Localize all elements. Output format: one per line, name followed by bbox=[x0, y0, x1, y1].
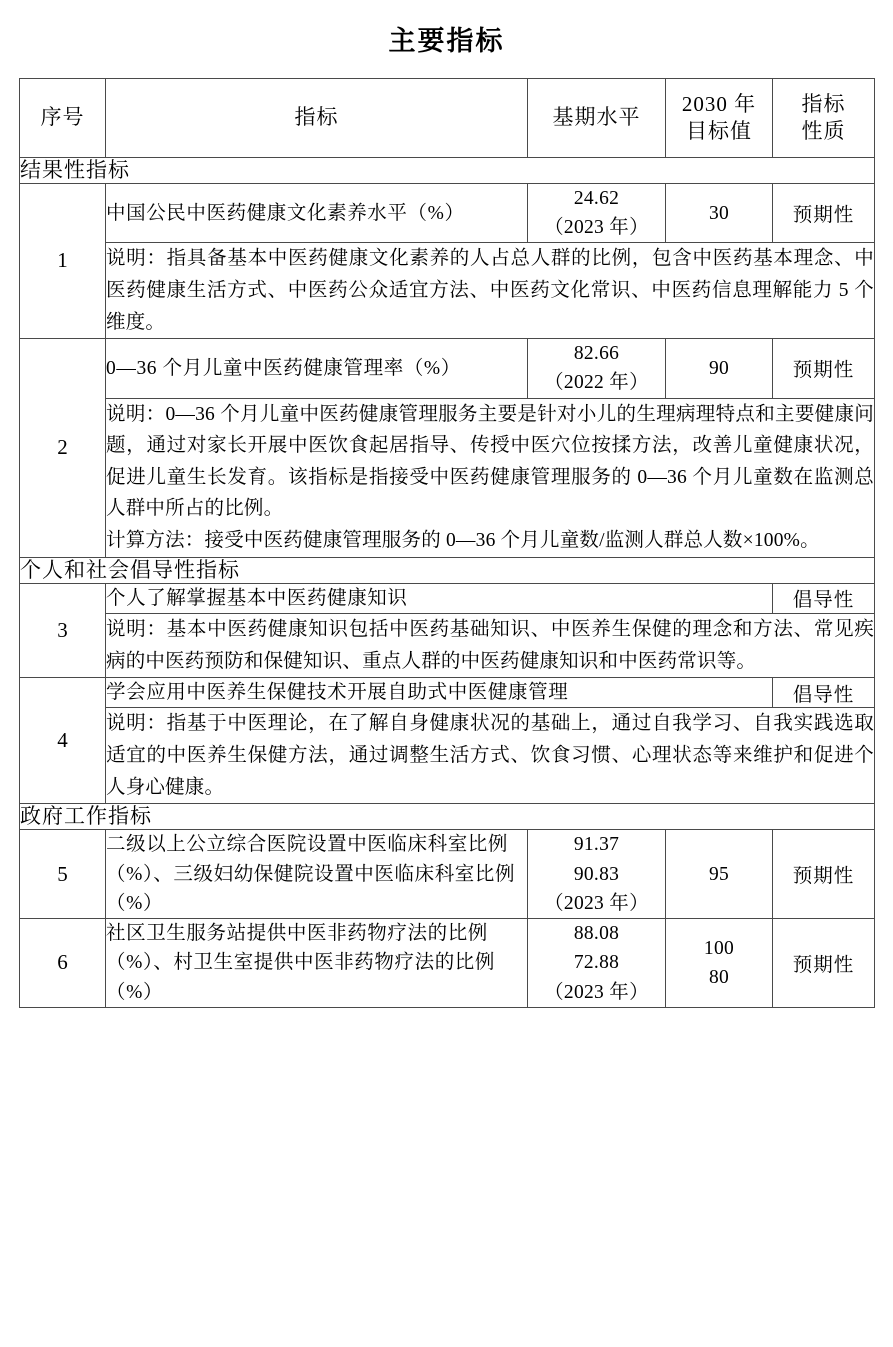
target-value-6-a: 100 bbox=[703, 937, 735, 959]
indicator-nature-4: 倡导性 bbox=[773, 678, 875, 708]
section-header-row-advocacy bbox=[20, 557, 875, 583]
indicator-description-2 bbox=[106, 398, 875, 557]
indicator-description-3: 说明：基本中医药健康知识包括中医药基础知识、中医养生保健的理念和方法、常见疾病的中医药预防和保健知识、重点人群的中医药健康知识和中医药常识等。 bbox=[106, 613, 875, 677]
target-value-6-b: 80 bbox=[708, 966, 730, 988]
indicator-name-4: 学会应用中医养生保健技术开展自助式中医健康管理 bbox=[106, 678, 773, 708]
table-row bbox=[20, 339, 875, 399]
column-header-target-2030 bbox=[666, 78, 773, 157]
base-level-value-1: 24.62 bbox=[573, 187, 620, 209]
column-header-no: 序号 bbox=[20, 78, 106, 157]
indicator-description-4: 说明：指基于中医理论，在了解自身健康状况的基础上，通过自我学习、自我实践选取适宜的中医养生保健方法，通过调整生活方式、饮食习惯、心理状态等来维护和促进个人身心健康。 bbox=[106, 708, 875, 804]
indicator-nature-3: 倡导性 bbox=[773, 583, 875, 613]
column-header-base-level: 基期水平 bbox=[528, 78, 666, 157]
row-number-2: 2 bbox=[20, 339, 106, 557]
section-header-label-government: 政府工作指标 bbox=[20, 804, 875, 830]
base-level-value-6-a: 88.08 bbox=[573, 923, 620, 945]
indicator-nature-2: 预期性 bbox=[773, 339, 875, 399]
target-value-5: 95 bbox=[666, 830, 773, 919]
base-level-year-1: （2023 年） bbox=[544, 217, 649, 239]
indicator-description-2-part2: 计算方法：接受中医药健康管理服务的 0—36 个月儿童数/监测人群总人数×100%。 bbox=[106, 529, 820, 551]
section-header-row-government bbox=[20, 804, 875, 830]
indicator-nature-1: 预期性 bbox=[773, 183, 875, 243]
table-row bbox=[20, 919, 875, 1008]
indicator-nature-5: 预期性 bbox=[773, 830, 875, 919]
table-row bbox=[20, 183, 875, 243]
base-level-year-2: （2022 年） bbox=[544, 372, 649, 394]
base-level-1 bbox=[528, 183, 666, 243]
base-level-value-5-a: 91.37 bbox=[573, 834, 620, 856]
indicator-nature-6: 预期性 bbox=[773, 919, 875, 1008]
row-number-3: 3 bbox=[20, 583, 106, 677]
column-header-target-line2: 目标值 bbox=[686, 118, 752, 143]
row-number-1: 1 bbox=[20, 183, 106, 338]
section-header-row-outcome bbox=[20, 157, 875, 183]
base-level-value-2: 82.66 bbox=[573, 343, 620, 365]
main-indicators-table bbox=[19, 78, 875, 1008]
column-header-nature-line1: 指标 bbox=[801, 91, 846, 116]
table-row bbox=[20, 583, 875, 613]
table-row bbox=[20, 678, 875, 708]
indicator-description-1: 说明：指具备基本中医药健康文化素养的人占总人群的比例，包含中医药基本理念、中医药健康生活方式、中医药公众适宜方法、中医药文化常识、中医药信息理解能力 5 个维度。 bbox=[106, 243, 875, 339]
base-level-year-6: （2023 年） bbox=[544, 981, 649, 1003]
target-value-2: 90 bbox=[666, 339, 773, 399]
indicator-name-3: 个人了解掌握基本中医药健康知识 bbox=[106, 583, 773, 613]
table-row-description bbox=[20, 243, 875, 339]
column-header-nature bbox=[773, 78, 875, 157]
table-row-description bbox=[20, 708, 875, 804]
indicator-name-1: 中国公民中医药健康文化素养水平（%） bbox=[106, 183, 528, 243]
table-row-description bbox=[20, 398, 875, 557]
base-level-2 bbox=[528, 339, 666, 399]
column-header-nature-line2: 性质 bbox=[801, 118, 846, 143]
base-level-5 bbox=[528, 830, 666, 919]
table-row-description bbox=[20, 613, 875, 677]
row-number-6: 6 bbox=[20, 919, 106, 1008]
indicator-name-2: 0—36 个月儿童中医药健康管理率（%） bbox=[106, 339, 528, 399]
target-value-1: 30 bbox=[666, 183, 773, 243]
target-value-6 bbox=[666, 919, 773, 1008]
section-header-label-outcome: 结果性指标 bbox=[20, 157, 875, 183]
row-number-4: 4 bbox=[20, 678, 106, 804]
row-number-5: 5 bbox=[20, 830, 106, 919]
base-level-year-5: （2023 年） bbox=[544, 892, 649, 914]
table-header-row bbox=[20, 78, 875, 157]
section-header-label-advocacy: 个人和社会倡导性指标 bbox=[20, 557, 875, 583]
main-indicators-table-container bbox=[0, 78, 893, 1008]
indicator-description-2-part1: 说明：0—36 个月儿童中医药健康管理服务主要是针对小儿的生理病理特点和主要健康问题，通过对家长开展中医饮食起居指导、传授中医穴位按揉方法，改善儿童健康状况，促进儿童生长发育。该指标是指接受中医药健康管理服务的 0—36 个月儿童数在监测总人群中所占的比例。 bbox=[106, 403, 874, 520]
column-header-indicator: 指标 bbox=[106, 78, 528, 157]
column-header-target-line1: 2030 年 bbox=[681, 91, 757, 116]
indicator-name-5: 二级以上公立综合医院设置中医临床科室比例（%）、三级妇幼保健院设置中医临床科室比例（%） bbox=[106, 830, 528, 919]
base-level-value-6-b: 72.88 bbox=[573, 952, 620, 974]
table-row bbox=[20, 830, 875, 919]
base-level-6 bbox=[528, 919, 666, 1008]
indicator-name-6: 社区卫生服务站提供中医非药物疗法的比例（%）、村卫生室提供中医非药物疗法的比例（%） bbox=[106, 919, 528, 1008]
page-title: 主要指标 bbox=[388, 26, 505, 56]
base-level-value-5-b: 90.83 bbox=[573, 863, 620, 885]
